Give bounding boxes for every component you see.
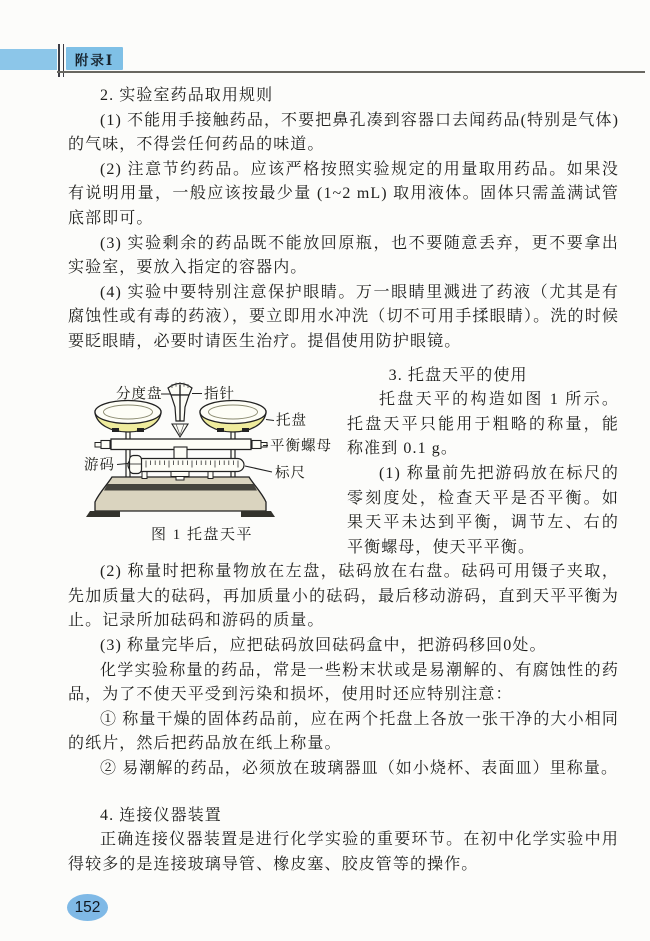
s3-column-paragraph-2: (1) 称量前先把游码放在标尺的零刻度处，检查天平是否平衡。如果天平未达到平衡，调节左、右的平衡螺母，使天平平衡。 — [347, 464, 619, 556]
s3-paragraph-note-2: ② 易潮解的药品，必须放在玻璃器皿（如小烧杯、表面皿）里称量。 — [100, 760, 619, 778]
appendix-tab-label: 附录Ⅰ — [74, 52, 115, 68]
s2-paragraph-3: (3) 实验剩余的药品既不能放回原瓶，也不要随意丢弃，更不要拿出实验室，要放入指定的容器内。 — [68, 234, 619, 277]
figure-1-caption: 图 1 托盘天平 — [150, 526, 253, 543]
appendix-tab — [66, 47, 123, 70]
header-edge-bar — [0, 49, 57, 70]
page-number: 152 — [74, 898, 101, 916]
s2-paragraph-4: (4) 实验中要特别注意保护眼睛。万一眼睛里溅进了药液（尤其是有腐蚀性或有毒的药液），要立即用水冲洗（切不可用手揉眼睛）。洗的时候要眨眼睛，必要时请医生治疗。提倡使用防护眼镜。 — [68, 283, 619, 350]
balance-diagram — [68, 371, 333, 521]
s2-paragraph-2: (2) 注意节约药品。应该严格按照实验规定的用量取用药品。如果没有说明用量，一般应该按最少量 (1~2 mL) 取用液体。固体只需盖满试管底部即可。 — [68, 160, 619, 227]
section-4-heading: 4. 连接仪器装置 — [100, 806, 222, 824]
left-balance-nut — [101, 440, 110, 448]
page-number-badge — [67, 894, 108, 921]
figure-label-pan: 托盘 — [276, 412, 307, 429]
s3-column-paragraph-1: 托盘天平的构造如图 1 所示。托盘天平只能用于粗略的称量，能称准到 0.1 g。 — [347, 391, 619, 458]
ruler — [128, 455, 244, 480]
figure-label-nut: 平衡螺母 — [270, 438, 332, 455]
figure-label-pointer: 指针 — [204, 386, 235, 403]
s3-paragraph-2: (2) 称量时把称量物放在左盘，砝码放在右盘。砝码可用镊子夹取，先加质量大的砝码，再加质量小的砝码，最后移动游码，直到天平平衡为止。记录所加砝码和游码的质量。 — [68, 563, 619, 630]
s2-paragraph-1: (1) 不能用手接触药品，不要把鼻孔凑到容器口去闻药品(特别是气体) 的气味，不得尝任何药品的味道。 — [68, 111, 619, 154]
section-2-heading: 2. 实验室药品取用规则 — [100, 87, 274, 104]
s3-paragraph-note: 化学实验称量的药品，常是一些粉末状或是易潮解的、有腐蚀性的药品，为了不使天平受到污染和损坏，使用时还应特别注意： — [68, 661, 619, 704]
right-balance-nut — [252, 440, 261, 448]
base — [86, 477, 275, 517]
section-3-column — [347, 364, 619, 561]
figure-and-column-row — [68, 364, 619, 561]
s3-paragraph-3: (3) 称量完毕后，应把砝码放回砝码盒中，把游码移回0处。 — [100, 637, 547, 655]
right-pan — [200, 400, 266, 432]
left-pan-rod — [126, 431, 130, 479]
figure-1 — [68, 364, 336, 561]
s3-paragraph-note-1: ① 称量干燥的固体药品前，应在两个托盘上各放一张干净的大小相同的纸片，然后把药品放在纸上称量。 — [68, 710, 619, 753]
header-rule — [57, 71, 645, 73]
figure-label-rider: 游码 — [84, 457, 115, 474]
pillar-and-dial — [168, 382, 192, 437]
left-pan — [95, 400, 161, 432]
rider — [130, 455, 142, 473]
figure-label-dial: 分度盘 — [116, 386, 163, 403]
figure-label-ruler: 标尺 — [275, 465, 306, 482]
page-content — [68, 84, 619, 877]
s4-paragraph-1: 正确连接仪器装置是进行化学实验的重要环节。在初中化学实验中用得较多的是连接玻璃导管、橡皮塞、胶皮管等的操作。 — [68, 831, 619, 873]
section-3-heading: 3. 托盘天平的使用 — [388, 366, 528, 384]
